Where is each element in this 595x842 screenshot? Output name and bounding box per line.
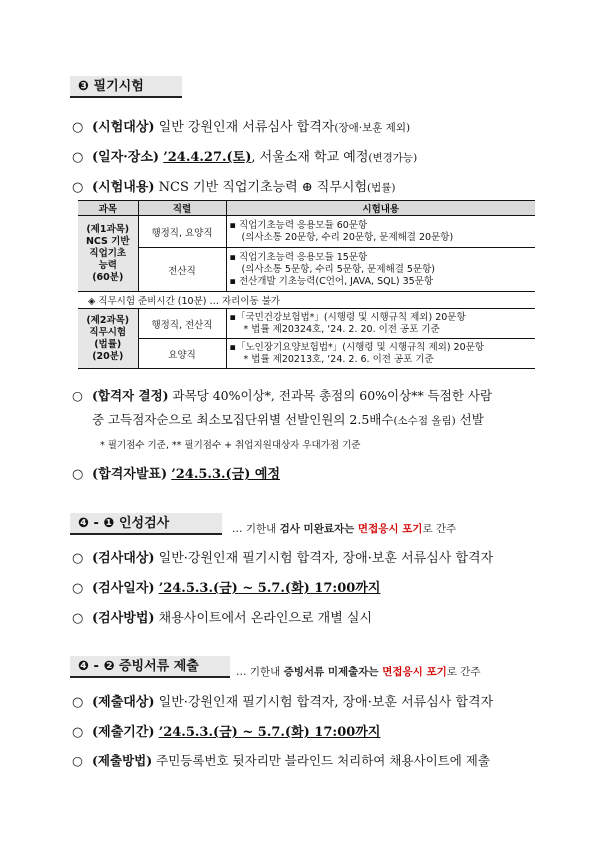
bullet-circle-icon: ○ xyxy=(72,725,84,740)
prep-time-cell: ◈ 직무시험 준비시간 (10분) … 자리이동 불가 xyxy=(78,292,535,309)
note-bold: 증빙서류 미제출자는 xyxy=(283,666,383,678)
submit-target-item xyxy=(72,691,493,710)
job-cell: 행정직, 요양직 xyxy=(138,216,226,248)
job-cell: 전산직 xyxy=(138,248,226,292)
bullet-circle-icon: ○ xyxy=(72,695,84,710)
item-label: (합격자 결정) xyxy=(92,388,169,403)
note-text: … 기한내 xyxy=(236,666,284,678)
content-line: * 법률 제20213호, ‘24. 2. 6. 이전 공포 기준 xyxy=(243,353,434,365)
content-cell xyxy=(226,248,535,292)
table-header-row xyxy=(78,201,535,216)
bullet-circle-icon: ○ xyxy=(72,611,84,626)
table-row xyxy=(78,216,535,248)
bullet-circle-icon: ○ xyxy=(72,388,83,403)
bullet-circle-icon: ○ xyxy=(72,120,84,135)
item-label: (검사방법) xyxy=(92,611,155,626)
test-target-item xyxy=(72,547,493,566)
bullet-circle-icon: ○ xyxy=(72,180,84,195)
table-row xyxy=(78,248,535,292)
note-warning: 면접응시 포기 xyxy=(357,523,423,535)
table-header-subject: 과목 xyxy=(78,201,138,216)
item-label: (제출방법) xyxy=(92,753,153,768)
table-header-job: 직렬 xyxy=(138,201,226,216)
section-4-2-title: ❹ - ❷ 증빙서류 제출 xyxy=(70,656,230,678)
item-note: (변경가능) xyxy=(368,152,418,164)
submit-period-item xyxy=(72,721,380,740)
table-row xyxy=(78,309,535,339)
exam-target-item xyxy=(72,116,410,135)
item-text: 채용사이트에서 온라인으로 개별 실시 xyxy=(154,611,373,626)
item-text: 일반·강원인재 필기시험 합격자, 장애·보훈 서류심사 합격자 xyxy=(154,695,494,710)
item-text: 중 고득점자순으로 최소모집단위별 선발인원의 2.5배수 xyxy=(92,412,394,427)
pass-decision-item xyxy=(72,386,492,404)
table-row xyxy=(78,339,535,369)
announce-item xyxy=(72,463,280,482)
content-line: ▪ 전산개발 기초능력(C언어, JAVA, SQL) 35문항 xyxy=(229,275,434,287)
content-line: ▪「노인장기요양보험법*」(시행령 및 시행규칙 제외) 20문항 xyxy=(229,341,484,353)
note-warning: 면접응시 포기 xyxy=(382,666,447,678)
bullet-circle-icon: ○ xyxy=(72,551,84,566)
item-text: 일반·강원인재 필기시험 합격자, 장애·보훈 서류심사 합격자 xyxy=(154,551,494,566)
item-label: (시험내용) xyxy=(92,180,155,195)
job-cell: 행정직, 전산직 xyxy=(138,309,226,339)
note-text: … 기한내 xyxy=(232,523,280,535)
content-line: (의사소통 20문항, 수리 20문항, 문제해결 20문항) xyxy=(241,231,454,243)
bullet-circle-icon: ○ xyxy=(72,467,84,482)
item-label: (검사대상) xyxy=(92,551,155,566)
test-date-item xyxy=(72,577,380,596)
content-line: ▪ 직업기초능력 응용모듈 60문항 xyxy=(229,219,368,231)
content-line: ▪「국민건강보험법*」(시행령 및 시행규칙 제외) 20문항 xyxy=(229,311,466,323)
section-4-1-title: ❹ - ❶ 인성검사 xyxy=(70,513,222,535)
item-text: , 서울소재 학교 예정 xyxy=(251,150,369,165)
pass-decision-line2 xyxy=(92,410,484,428)
job-cell: 요양직 xyxy=(138,339,226,369)
item-note: (법률) xyxy=(367,182,396,194)
note-bold: 검사 미완료자는 xyxy=(279,523,358,535)
content-line: ▪ 직업기초능력 응용모듈 15문항 xyxy=(229,251,368,263)
item-label: (제출대상) xyxy=(92,695,155,710)
note-text: 로 간주 xyxy=(446,666,481,678)
exam-content-item xyxy=(72,176,396,195)
bullet-circle-icon: ○ xyxy=(72,581,84,596)
item-label: (합격자발표) xyxy=(92,467,168,482)
submit-method-item xyxy=(72,751,490,769)
table-header-content: 시험내용 xyxy=(226,201,535,216)
item-text: 선발 xyxy=(455,412,484,427)
test-date: ’24.5.3.(금) ~ 5.7.(화) 17:00까지 xyxy=(158,581,381,596)
item-text: 과목당 40%이상*, 전과목 총점의 60%이상** 득점한 사람 xyxy=(168,388,493,403)
item-label: (제출기간) xyxy=(92,725,155,740)
content-line: (의사소통 5문항, 수리 5문항, 문제해결 5문항) xyxy=(241,263,436,275)
item-label: (일자·장소) xyxy=(92,150,160,165)
item-label: (시험대상) xyxy=(92,120,155,135)
item-label: (검사일자) xyxy=(92,581,155,596)
bullet-circle-icon: ○ xyxy=(72,753,83,768)
content-cell xyxy=(226,216,535,248)
subject-2-cell: (제2과목) 직무시험 (법률) (20분) xyxy=(78,309,138,369)
test-method-item xyxy=(72,607,372,626)
section-4-2-note xyxy=(236,664,481,679)
item-note: (소수점 올림) xyxy=(393,415,456,427)
pass-decision-footnote: * 필기점수 기준, ** 필기점수 + 취업지원대상자 우대가점 기준 xyxy=(100,440,361,451)
content-cell xyxy=(226,339,535,369)
exam-date: ’24.4.27.(토) xyxy=(163,150,252,165)
subject-1-cell: (제1과목) NCS 기반 직업기초 능력 (60분) xyxy=(78,216,138,292)
table-row xyxy=(78,292,535,309)
section-3-title: ❸ 필기시험 xyxy=(70,76,182,98)
exam-date-item xyxy=(72,146,417,165)
submit-period: ’24.5.3.(금) ~ 5.7.(화) 17:00까지 xyxy=(158,725,381,740)
item-text: NCS 기반 직업기초능력 ⊕ 직무시험 xyxy=(154,180,368,195)
content-line: * 법률 제20324호, ‘24. 2. 20. 이전 공포 기준 xyxy=(243,323,440,335)
note-text: 로 간주 xyxy=(422,523,457,535)
item-text: 주민등록번호 뒷자리만 블라인드 처리하여 채용사이트에 제출 xyxy=(152,753,490,768)
item-note: (장애·보훈 제외) xyxy=(334,122,411,134)
content-cell xyxy=(226,309,535,339)
item-text: 일반 강원인재 서류심사 합격자 xyxy=(154,120,335,135)
exam-content-table xyxy=(78,200,535,369)
bullet-circle-icon: ○ xyxy=(72,150,84,165)
announce-date: ’24.5.3.(금) 예정 xyxy=(171,467,281,482)
section-4-1-note xyxy=(232,521,456,536)
